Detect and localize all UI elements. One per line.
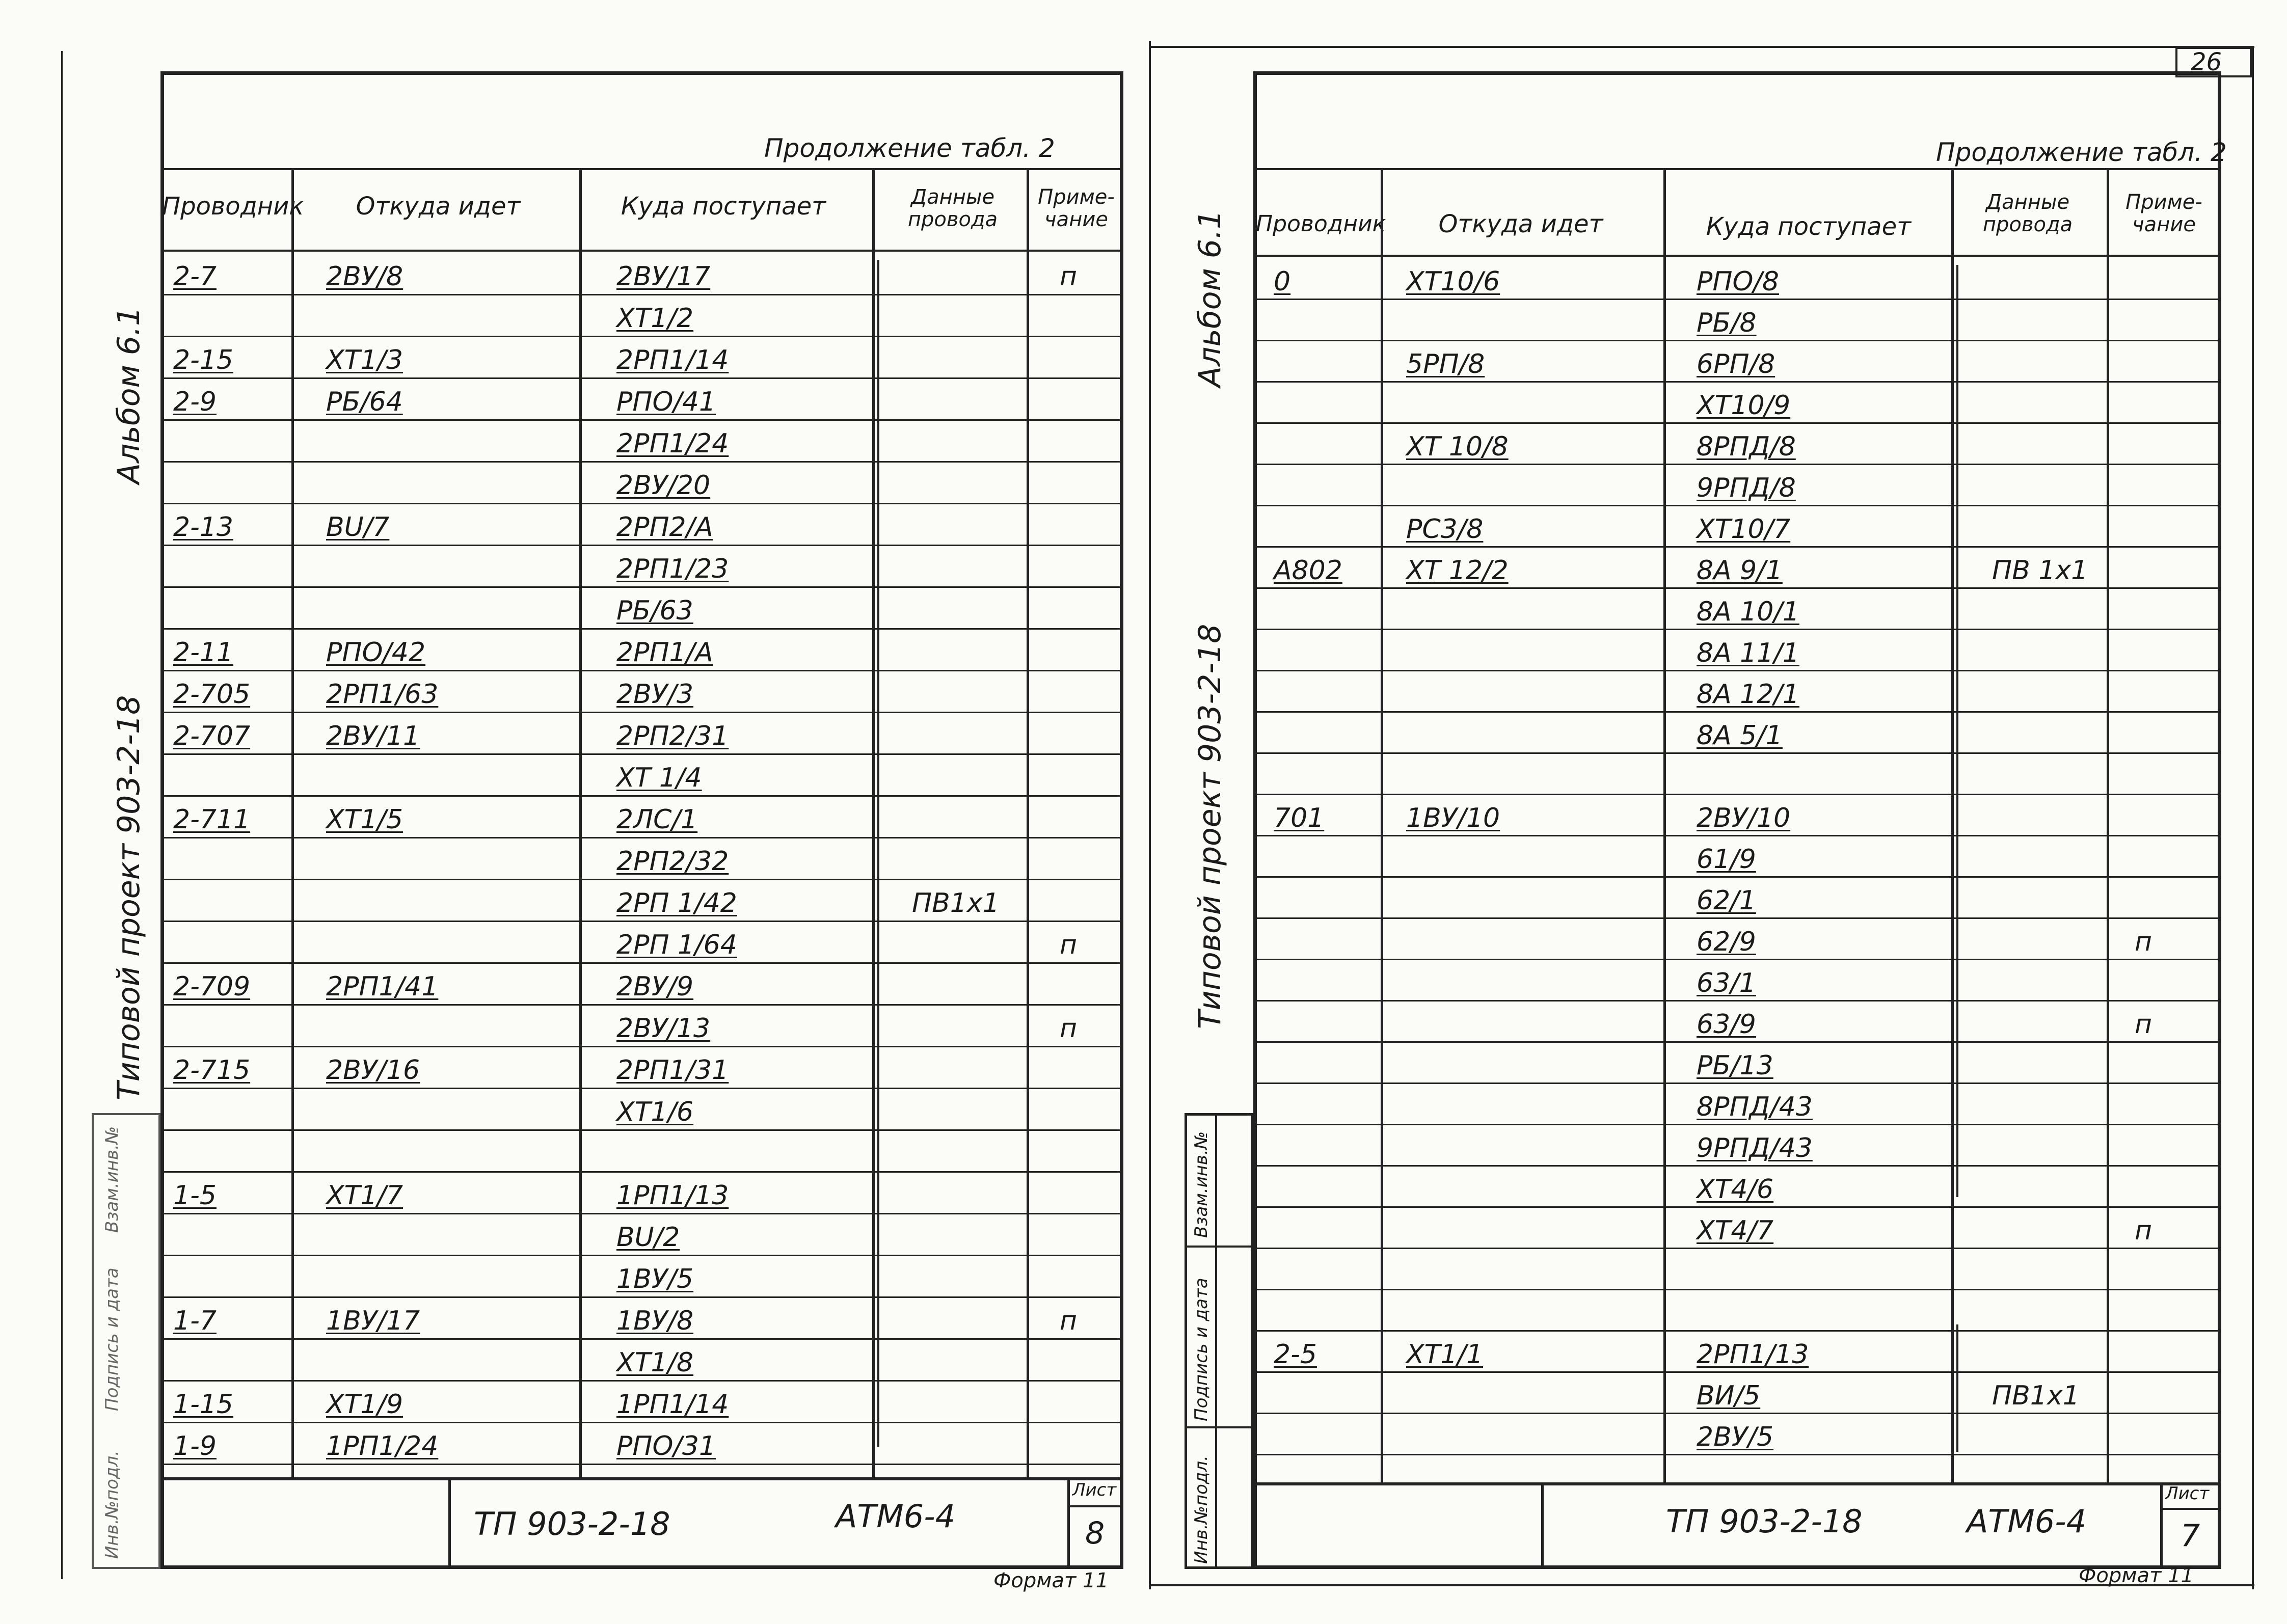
to-cell: ХТ1/2	[616, 303, 694, 334]
right-header-top-line	[1253, 168, 2221, 170]
row-line	[1253, 670, 2221, 671]
right-stamp-sheet-label: Лист	[2165, 1483, 2210, 1504]
from-cell: ХТ1/1	[1406, 1339, 1484, 1370]
note-cell: п	[2135, 927, 2152, 957]
row-line	[160, 921, 1123, 922]
row-line	[1253, 1371, 2221, 1373]
to-cell: 2ВУ/5	[1697, 1422, 1774, 1452]
right-col-line-4	[2107, 168, 2109, 1482]
row-line	[1253, 752, 2221, 754]
from-cell: 1ВУ/17	[326, 1306, 420, 1336]
to-cell: 9РПД/8	[1697, 473, 1796, 503]
to-cell: 62/9	[1697, 927, 1756, 957]
right-header-to: Куда поступает	[1706, 212, 1912, 241]
row-line	[160, 545, 1123, 546]
to-cell: 2ВУ/10	[1697, 803, 1791, 833]
right-side-project: Типовой проект 903-2-18	[1192, 624, 1228, 1029]
row-line	[160, 294, 1123, 295]
left-wire-brace	[877, 260, 879, 1447]
row-line	[160, 1380, 1123, 1382]
to-cell: РБ/8	[1697, 308, 1757, 338]
row-line	[1253, 1124, 2221, 1125]
conductor-cell: 701	[1274, 803, 1325, 833]
row-line	[1253, 959, 2221, 960]
right-continuation: Продолжение табл. 2	[1936, 138, 2227, 167]
row-line	[160, 1213, 1123, 1214]
right-strip-text-2: Подпись и дата	[1191, 1278, 1212, 1421]
right-col-line-3	[1951, 168, 1954, 1482]
row-line	[1253, 381, 2221, 383]
to-cell: 1РП1/14	[616, 1389, 729, 1420]
to-cell: ХТ10/7	[1697, 514, 1791, 545]
conductor-cell: 2-707	[173, 721, 251, 751]
row-line	[160, 1129, 1123, 1131]
right-header-note: Приме- чание	[2125, 191, 2202, 236]
left-continuation: Продолжение табл. 2	[764, 133, 1055, 163]
from-cell: 1РП1/24	[326, 1431, 439, 1461]
right-format-label: Формат 11	[2079, 1564, 2194, 1587]
to-cell: 8А 11/1	[1697, 638, 1799, 668]
from-cell: 2РП1/41	[326, 971, 439, 1002]
to-cell: ХТ1/8	[616, 1347, 694, 1378]
from-cell: 2ВУ/16	[326, 1055, 420, 1086]
to-cell: РПО/31	[616, 1431, 716, 1461]
to-cell: 2ВУ/9	[616, 971, 694, 1002]
conductor-cell: 2-705	[173, 679, 251, 710]
to-cell: 2РП1/А	[616, 637, 713, 668]
to-cell: 6РП/8	[1697, 349, 1775, 380]
row-line	[1253, 464, 2221, 465]
to-cell: 2ВУ/20	[616, 470, 711, 501]
left-col-line-4	[1027, 168, 1029, 1477]
to-cell: ХТ4/6	[1697, 1174, 1774, 1205]
right-right-border	[2252, 46, 2254, 1589]
row-line	[1253, 1206, 2221, 1208]
row-line	[160, 1464, 1123, 1465]
from-cell: ХТ 12/2	[1406, 555, 1509, 586]
left-header-to: Куда поступает	[621, 192, 826, 221]
left-header-top-line	[160, 168, 1123, 170]
note-cell: п	[2135, 1215, 2152, 1246]
right-top-border	[1149, 46, 2254, 48]
to-cell: 2ВУ/17	[616, 261, 711, 292]
from-cell: ХТ 10/8	[1406, 431, 1509, 462]
right-side-album: Альбом 6.1	[1192, 209, 1228, 387]
conductor-cell: 2-13	[173, 512, 234, 543]
row-line	[160, 461, 1123, 463]
left-stamp-doc: ТП 903-2-18	[474, 1505, 670, 1542]
from-cell: ХТ1/5	[326, 804, 403, 835]
to-cell: 8А 12/1	[1697, 679, 1799, 710]
from-cell: ХТ1/9	[326, 1389, 403, 1420]
from-cell: ХТ10/6	[1406, 266, 1500, 297]
row-line	[1253, 794, 2221, 795]
from-cell: 2РП1/63	[326, 679, 439, 710]
left-stamp-line-1	[448, 1477, 451, 1569]
to-cell: 8А 9/1	[1697, 555, 1783, 586]
row-line	[160, 1422, 1123, 1423]
wire-cell: ПВ 1х1	[1992, 555, 2088, 586]
wire-cell: ПВ1х1	[912, 888, 1000, 918]
right-col-line-2	[1663, 168, 1666, 1482]
row-line	[1253, 835, 2221, 836]
left-stamp-code: АТМ6-4	[836, 1498, 956, 1535]
to-cell: 2ВУ/13	[616, 1013, 711, 1044]
left-stamp-sheet-line	[1067, 1505, 1123, 1507]
to-cell: ХТ10/9	[1697, 390, 1791, 421]
row-line	[160, 336, 1123, 337]
conductor-cell: 2-7	[173, 261, 217, 292]
row-line	[1253, 1330, 2221, 1332]
left-header-from: Откуда идет	[356, 192, 521, 221]
conductor-cell: 2-709	[173, 971, 251, 1002]
right-strip-text-1: Инв.№подл.	[1191, 1455, 1212, 1564]
left-margin-line	[61, 51, 63, 1579]
to-cell: 8РПД/8	[1697, 431, 1796, 462]
row-line	[1253, 917, 2221, 919]
left-header-wire: Данные провода	[907, 185, 998, 231]
from-cell: 1ВУ/10	[1406, 803, 1500, 833]
row-line	[1253, 299, 2221, 300]
conductor-cell: 2-5	[1274, 1339, 1317, 1370]
row-line	[160, 1171, 1123, 1173]
left-header-note: Приме- чание	[1038, 185, 1115, 231]
note-cell: п	[1060, 1013, 1077, 1044]
note-cell: п	[1060, 930, 1077, 960]
to-cell: 1ВУ/5	[616, 1264, 694, 1294]
row-line	[1253, 1248, 2221, 1249]
to-cell: ХТ4/7	[1697, 1215, 1774, 1246]
right-col-line-1	[1381, 168, 1383, 1482]
from-cell: ХТ1/7	[326, 1180, 403, 1211]
row-line	[160, 837, 1123, 838]
row-line	[160, 628, 1123, 630]
row-line	[1253, 1413, 2221, 1414]
conductor-cell: 1-5	[173, 1180, 217, 1211]
row-line	[1253, 1289, 2221, 1290]
row-line	[1253, 876, 2221, 878]
from-cell: 2ВУ/8	[326, 261, 403, 292]
row-line	[160, 1296, 1123, 1298]
row-line	[1253, 1454, 2221, 1455]
left-side-project: Типовой проект 903-2-18	[111, 695, 147, 1100]
row-line	[1253, 1082, 2221, 1084]
row-line	[160, 377, 1123, 379]
conductor-cell: 1-15	[173, 1389, 234, 1420]
row-line	[160, 753, 1123, 755]
from-cell: 5РП/8	[1406, 349, 1485, 380]
right-strip-line-1	[1185, 1246, 1253, 1248]
right-stamp-sheet-line	[2160, 1508, 2221, 1510]
row-line	[160, 1255, 1123, 1256]
from-cell: РС3/8	[1406, 514, 1484, 545]
right-header-from: Откуда идет	[1438, 210, 1603, 238]
to-cell: 2РП2/31	[616, 721, 729, 751]
right-stamp-top-line	[1253, 1482, 2221, 1485]
left-header-conductor: Проводник	[162, 192, 304, 221]
row-line	[160, 586, 1123, 588]
to-cell: 63/9	[1697, 1009, 1756, 1040]
to-cell: 2РП2/А	[616, 512, 713, 543]
from-cell: РБ/64	[326, 387, 403, 417]
from-cell: ХТ1/3	[326, 345, 403, 375]
row-line	[1253, 1165, 2221, 1167]
row-line	[160, 419, 1123, 421]
from-cell: ВU/7	[326, 512, 390, 543]
right-strip-text-3: Взам.инв.№	[1191, 1131, 1212, 1238]
to-cell: 8РПД/43	[1697, 1092, 1813, 1122]
row-line	[160, 795, 1123, 797]
row-line	[160, 1004, 1123, 1006]
to-cell: 2РП 1/42	[616, 888, 737, 918]
row-line	[160, 879, 1123, 880]
right-header-bottom-line	[1253, 255, 2221, 257]
row-line	[1253, 546, 2221, 548]
right-header-wire: Данные провода	[1982, 191, 2073, 236]
to-cell: 1РП1/13	[616, 1180, 729, 1211]
to-cell: ХТ1/6	[616, 1097, 694, 1127]
to-cell: 2РП1/31	[616, 1055, 729, 1086]
left-stamp-top-line	[160, 1477, 1123, 1480]
row-line	[1253, 505, 2221, 506]
right-stamp-code: АТМ6-4	[1967, 1503, 2087, 1540]
left-stamp-line-2	[1067, 1477, 1070, 1569]
row-line	[1253, 340, 2221, 341]
right-wire-brace-2	[1956, 1324, 1958, 1452]
left-stamp-sheet: 8	[1085, 1515, 1105, 1551]
to-cell: РБ/63	[616, 596, 693, 626]
row-line	[1253, 1041, 2221, 1043]
to-cell: 2РП1/13	[1697, 1339, 1809, 1370]
to-cell: 2РП2/32	[616, 846, 729, 877]
right-stamp-line-1	[1541, 1482, 1544, 1569]
to-cell: 62/1	[1697, 885, 1756, 916]
row-line	[160, 503, 1123, 504]
conductor-cell: 2-15	[173, 345, 234, 375]
conductor-cell: 1-7	[173, 1306, 217, 1336]
note-cell: п	[1060, 1306, 1077, 1336]
to-cell: 8А 10/1	[1697, 597, 1799, 627]
right-header-conductor: Проводник	[1256, 211, 1386, 237]
to-cell: 1ВУ/8	[616, 1306, 694, 1336]
conductor-cell: 2-11	[173, 637, 234, 668]
to-cell: 8А 5/1	[1697, 720, 1783, 751]
left-col-line-2	[579, 168, 582, 1477]
to-cell: 2РП1/23	[616, 554, 729, 584]
to-cell: 2РП1/14	[616, 345, 729, 375]
to-cell: 2РП 1/64	[616, 930, 737, 960]
conductor-cell: А802	[1274, 555, 1342, 586]
row-line	[160, 712, 1123, 713]
left-strip-text-1: Инв.№подл.	[102, 1450, 122, 1559]
row-line	[160, 962, 1123, 964]
right-stamp-doc: ТП 903-2-18	[1666, 1503, 1863, 1540]
right-page-number: 26	[2191, 48, 2222, 76]
row-line	[1253, 1000, 2221, 1002]
row-line	[1253, 422, 2221, 424]
conductor-cell: 2-715	[173, 1055, 251, 1086]
to-cell: РПО/41	[616, 387, 716, 417]
left-strip-text-3: Взам.инв.№	[102, 1126, 122, 1233]
conductor-cell: 0	[1274, 266, 1291, 297]
to-cell: ХТ 1/4	[616, 763, 702, 793]
to-cell: 2ЛС/1	[616, 804, 698, 835]
to-cell: 2РП1/24	[616, 428, 729, 459]
to-cell: ВU/2	[616, 1222, 680, 1253]
left-header-bottom-line	[160, 250, 1123, 252]
to-cell: 9РПД/43	[1697, 1133, 1813, 1163]
right-stamp-line-2	[2160, 1482, 2163, 1569]
left-stamp-sheet-label: Лист	[1072, 1480, 1117, 1500]
wire-cell: ПВ1х1	[1992, 1381, 2080, 1411]
row-line	[160, 1338, 1123, 1340]
to-cell: РБ/13	[1697, 1050, 1773, 1081]
row-line	[1253, 587, 2221, 589]
right-margin-line	[1149, 41, 1151, 1589]
row-line	[1253, 629, 2221, 630]
to-cell: 2ВУ/3	[616, 679, 694, 710]
row-line	[160, 1046, 1123, 1047]
from-cell: 2ВУ/11	[326, 721, 420, 751]
conductor-cell: 2-9	[173, 387, 217, 417]
to-cell: 61/9	[1697, 844, 1756, 875]
conductor-cell: 2-711	[173, 804, 251, 835]
row-line	[160, 670, 1123, 671]
note-cell: п	[2135, 1009, 2152, 1040]
to-cell: РПО/8	[1697, 266, 1779, 297]
right-strip-line-2	[1185, 1426, 1253, 1428]
left-col-line-3	[872, 168, 875, 1477]
right-strip-inner-line	[1215, 1113, 1217, 1569]
row-line	[160, 1088, 1123, 1089]
conductor-cell: 1-9	[173, 1431, 217, 1461]
left-side-album: Альбом 6.1	[111, 306, 147, 484]
left-strip-text-2: Подпись и дата	[102, 1267, 122, 1411]
left-format-label: Формат 11	[993, 1569, 1109, 1592]
row-line	[1253, 711, 2221, 713]
right-stamp-sheet: 7	[2181, 1518, 2200, 1554]
right-wire-brace-1	[1956, 265, 1958, 1197]
left-col-line-1	[291, 168, 294, 1477]
from-cell: РПО/42	[326, 637, 426, 668]
note-cell: п	[1060, 261, 1077, 292]
to-cell: 63/1	[1697, 968, 1756, 998]
to-cell: ВИ/5	[1697, 1381, 1761, 1411]
